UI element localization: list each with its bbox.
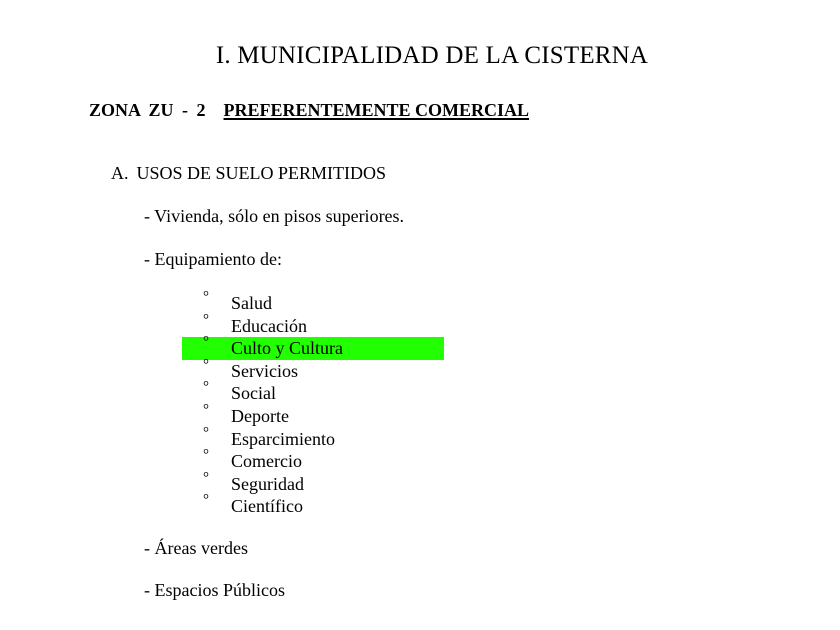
use-item-vivienda: - Vivienda, sólo en pisos superiores. bbox=[144, 206, 405, 226]
equipment-list bbox=[182, 289, 444, 518]
equipment-label: Social bbox=[231, 383, 276, 404]
use-item-espacios-publicos: - Espacios Públicos bbox=[144, 580, 285, 600]
bullet-icon: ° bbox=[203, 469, 209, 486]
section-title: USOS DE SUELO PERMITIDOS bbox=[136, 163, 387, 183]
equipment-list-item bbox=[182, 356, 444, 383]
equipment-label: Comercio bbox=[231, 451, 302, 472]
use-item-areas-verdes: - Áreas verdes bbox=[144, 538, 248, 558]
document-title: I. MUNICIPALIDAD DE LA CISTERNA bbox=[215, 42, 649, 69]
equipment-label: Educación bbox=[231, 315, 307, 336]
bullet-icon: ° bbox=[203, 424, 209, 441]
zone-label: ZONA ZU - 2 bbox=[89, 100, 206, 120]
bullet-icon: ° bbox=[203, 447, 209, 464]
equipment-label: Servicios bbox=[231, 360, 298, 381]
equipment-list-item bbox=[182, 311, 444, 338]
equipment-list-item bbox=[182, 469, 444, 496]
equipment-list-item bbox=[182, 447, 444, 473]
bullet-icon: ° bbox=[203, 379, 209, 396]
bullet-icon: ° bbox=[203, 401, 209, 418]
equipment-label: Esparcimiento bbox=[231, 428, 335, 449]
equipment-list-item-highlighted bbox=[182, 334, 444, 360]
equipment-list-item bbox=[182, 379, 444, 405]
equipment-list-item bbox=[182, 492, 444, 518]
section-letter: A. bbox=[111, 163, 129, 183]
equipment-list-item bbox=[182, 401, 444, 428]
bullet-icon: ° bbox=[203, 311, 209, 328]
equipment-label: Culto y Cultura bbox=[231, 338, 343, 359]
bullet-icon: ° bbox=[203, 356, 209, 373]
equipment-list-item bbox=[182, 289, 444, 315]
section-heading bbox=[111, 163, 386, 184]
equipment-label: Deporte bbox=[231, 405, 289, 426]
zone-heading bbox=[89, 100, 529, 121]
bullet-icon: ° bbox=[203, 289, 209, 305]
equipment-label: Científico bbox=[231, 496, 303, 517]
use-item-equipamiento: - Equipamiento de: bbox=[144, 249, 282, 269]
zone-type: PREFERENTEMENTE COMERCIAL bbox=[223, 100, 530, 120]
equipment-label: Seguridad bbox=[231, 473, 304, 494]
equipment-label: Salud bbox=[231, 293, 273, 313]
bullet-icon: ° bbox=[203, 492, 209, 509]
equipment-list-item bbox=[182, 424, 444, 451]
bullet-icon: ° bbox=[203, 334, 209, 351]
